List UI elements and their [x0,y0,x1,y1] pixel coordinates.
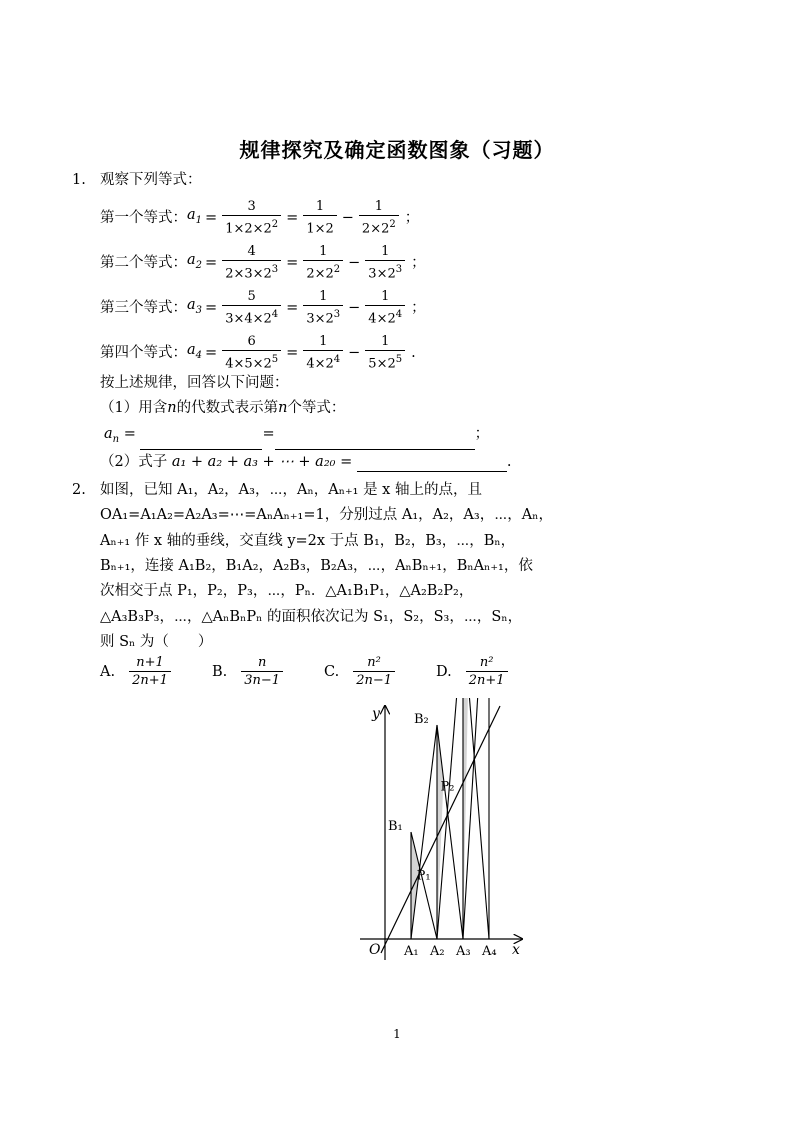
fraction-3-den: $5\times 2^5$ [365,350,405,372]
segment-a-b [411,725,437,939]
choice-a[interactable] [100,654,173,689]
choice-d[interactable] [436,654,510,689]
fraction-2-num: 1 [319,244,328,259]
q2-number: 2. [72,482,86,498]
choice-d-den: 2n+1 [466,671,508,689]
point-label-p: P₁ [416,868,431,884]
fraction-1-num: 3 [247,199,256,214]
equation-row [100,198,419,237]
origin-label: O [369,942,381,958]
q1-part2 [100,452,511,472]
point-label-a: A₂ [430,944,445,959]
equals-sign: = [286,209,299,226]
fraction-3-num: 1 [381,334,390,349]
equation-end: ； [411,254,426,271]
choice-c-letter: C. [324,663,340,680]
choice-d-letter: D. [436,663,452,680]
fraction-2-den: $2\times 2^2$ [303,260,343,282]
q2-text-line: 则 Sₙ 为（ ） [100,633,213,650]
fraction-1-num: 5 [247,289,256,304]
answer-blank-1[interactable] [140,435,262,450]
fraction-3 [365,288,405,327]
equation-row [100,288,426,327]
choice-b-den: 3n−1 [241,671,283,689]
equals-sign: = [286,254,299,271]
equation-lhs-sub: 4 [195,349,203,361]
fraction-3-den: $3\times 2^3$ [365,260,405,282]
point-label-a: A₄ [482,944,497,959]
point-label-b: B₁ [388,819,403,834]
choice-d-fraction [466,654,508,689]
q1-part1-end: 个等式： [287,400,346,416]
fraction-3-den: $2\times 2^2$ [359,215,399,237]
point-label-b: B₂ [414,712,429,727]
answer-blank-2[interactable] [275,435,475,450]
q1-part2-label: （2）式子 [100,454,168,470]
equation-row [100,243,426,282]
fraction-1-den: $3\times 4\times 2^4$ [222,305,281,327]
choice-c-num: n² [367,655,381,670]
fraction-1-num: 6 [247,334,256,349]
fraction-1-num: 4 [247,244,256,259]
fraction-1 [222,333,281,372]
fraction-2 [303,243,343,282]
choice-d-num: n² [479,655,494,670]
fraction-2 [303,198,336,237]
choice-a-den: 2n+1 [129,671,171,689]
choice-a-num: n+1 [136,655,164,670]
equals-sign: = [205,254,218,271]
equation-lhs: $a_1$ [187,206,203,226]
q2-text-line: 如图，已知 A₁，A₂，A₃，⋯，Aₙ，Aₙ₊₁ 是 x 轴上的点，且 [100,482,482,498]
fraction-2-den: $3\times 2^3$ [303,305,343,327]
equals-sign: = [205,299,218,316]
equation-lhs-sub: 1 [195,214,203,226]
q1-period: . [506,454,512,470]
fraction-1-den: $4\times 5\times 2^5$ [222,350,281,372]
fraction-2-den: $4\times 2^4$ [303,350,343,372]
q1-rule-text: 按上述规律，回答以下问题： [100,375,289,391]
page-title: 规律探究及确定函数图象（习题） [239,138,555,162]
equals-sign: = [205,344,218,361]
an-sub: n [112,433,120,445]
q2-text-line: OA₁=A₁A₂=A₂A₃=⋯=AₙAₙ₊₁=1，分别过点 A₁，A₂，A₃，⋯，Aₙ， [100,507,553,524]
choice-b-letter: B. [212,663,228,680]
equation-end: ； [404,209,420,226]
fraction-1 [222,198,281,237]
fraction-2-den: 1×2 [303,215,336,237]
q1-part1-var: n [167,400,177,416]
q1-part1-var2: n [278,400,288,416]
equation-lhs: $a_3$ [187,296,203,316]
fraction-1 [222,288,281,327]
equation-lhs-sub: 2 [195,259,203,271]
q1-number: 1. [72,172,86,188]
fraction-2-num: 1 [319,289,328,304]
equation-row [100,333,416,372]
fraction-1-den: $1\times 2\times 2^2$ [222,215,281,237]
choice-c[interactable] [324,654,397,689]
minus-sign: − [348,299,361,316]
equation-label: 第一个等式： [100,209,187,226]
choice-b-num: n [257,655,267,670]
fraction-3 [365,333,405,372]
equation-lhs: $a_2$ [187,251,203,271]
choice-b-fraction [241,654,283,689]
q1-intro: 观察下列等式： [100,172,202,188]
fraction-3 [365,243,405,282]
q1-part1-label: （1）用含 [100,400,168,416]
equation-label: 第四个等式： [100,344,187,361]
choice-a-fraction [129,654,171,689]
equation-label: 第二个等式： [100,254,187,271]
equation-end: . [411,344,416,361]
fraction-3-num: 1 [381,244,390,259]
point-label-p: P₂ [440,779,455,795]
equation-lhs: $a_4$ [187,341,203,361]
minus-sign: − [341,209,354,226]
q2-text-line: △A₃B₃P₃，⋯，△AₙBₙPₙ 的面积依次记为 S₁，S₂，S₃，⋯，Sₙ， [100,608,523,625]
fraction-3 [359,198,399,237]
choice-a-letter: A. [100,663,116,680]
q1-part1-mid: 的代数式表示第 [176,400,279,416]
fraction-3-den: $4\times 2^4$ [365,305,405,327]
choice-c-den: 2n−1 [353,671,395,689]
q2-text-line: Bₙ₊₁，连接 A₁B₂，B₁A₂，A₂B₃，B₂A₃，⋯，AₙBₙ₊₁，BₙAₙ₊₁，依 [100,557,533,574]
x-axis-label: x [512,942,520,958]
equals-sign: = [286,299,299,316]
answer-blank-3[interactable] [357,457,507,472]
an-symbol: a [104,426,113,442]
q2-text-line: Aₙ₊₁ 作 x 轴的垂线，交直线 y=2x 于点 B₁，B₂，B₃，⋯，Bₙ， [100,532,516,549]
fraction-1-den: $2\times 3\times 2^3$ [222,260,281,282]
fraction-2-num: 1 [315,199,325,214]
equation-lhs-sub: 3 [195,304,203,316]
equals-sign: = [205,209,218,226]
geometry-figure [355,698,530,968]
q1-an-row: $a_n$ = = ； [104,424,489,450]
equals-sign: = [286,344,299,361]
fraction-2-num: 1 [319,334,328,349]
q1-part2-expr: a₁ + a₂ + a₃ + ⋯ + a₂₀ = [171,454,353,470]
minus-sign: − [348,254,361,271]
minus-sign: − [348,344,361,361]
point-label-a: A₃ [456,944,471,959]
fraction-3-num: 1 [374,199,383,214]
equation-label: 第三个等式： [100,299,187,316]
equation-end: ； [411,299,426,316]
point-label-a: A₁ [404,944,419,959]
fraction-1 [222,243,281,282]
fraction-2 [303,333,343,372]
choice-c-fraction [353,654,395,689]
page-number: 1 [393,1027,401,1041]
choice-b[interactable] [212,654,285,689]
fraction-3-num: 1 [381,289,390,304]
fraction-2 [303,288,343,327]
q1-semicolon: ； [474,426,490,442]
shaded-triangle [437,725,444,939]
q1-part1 [100,398,345,418]
y-axis-label: y [372,706,380,722]
q2-text-line: 次相交于点 P₁，P₂，P₃，⋯，Pₙ．△A₁B₁P₁，△A₂B₂P₂， [100,583,474,600]
